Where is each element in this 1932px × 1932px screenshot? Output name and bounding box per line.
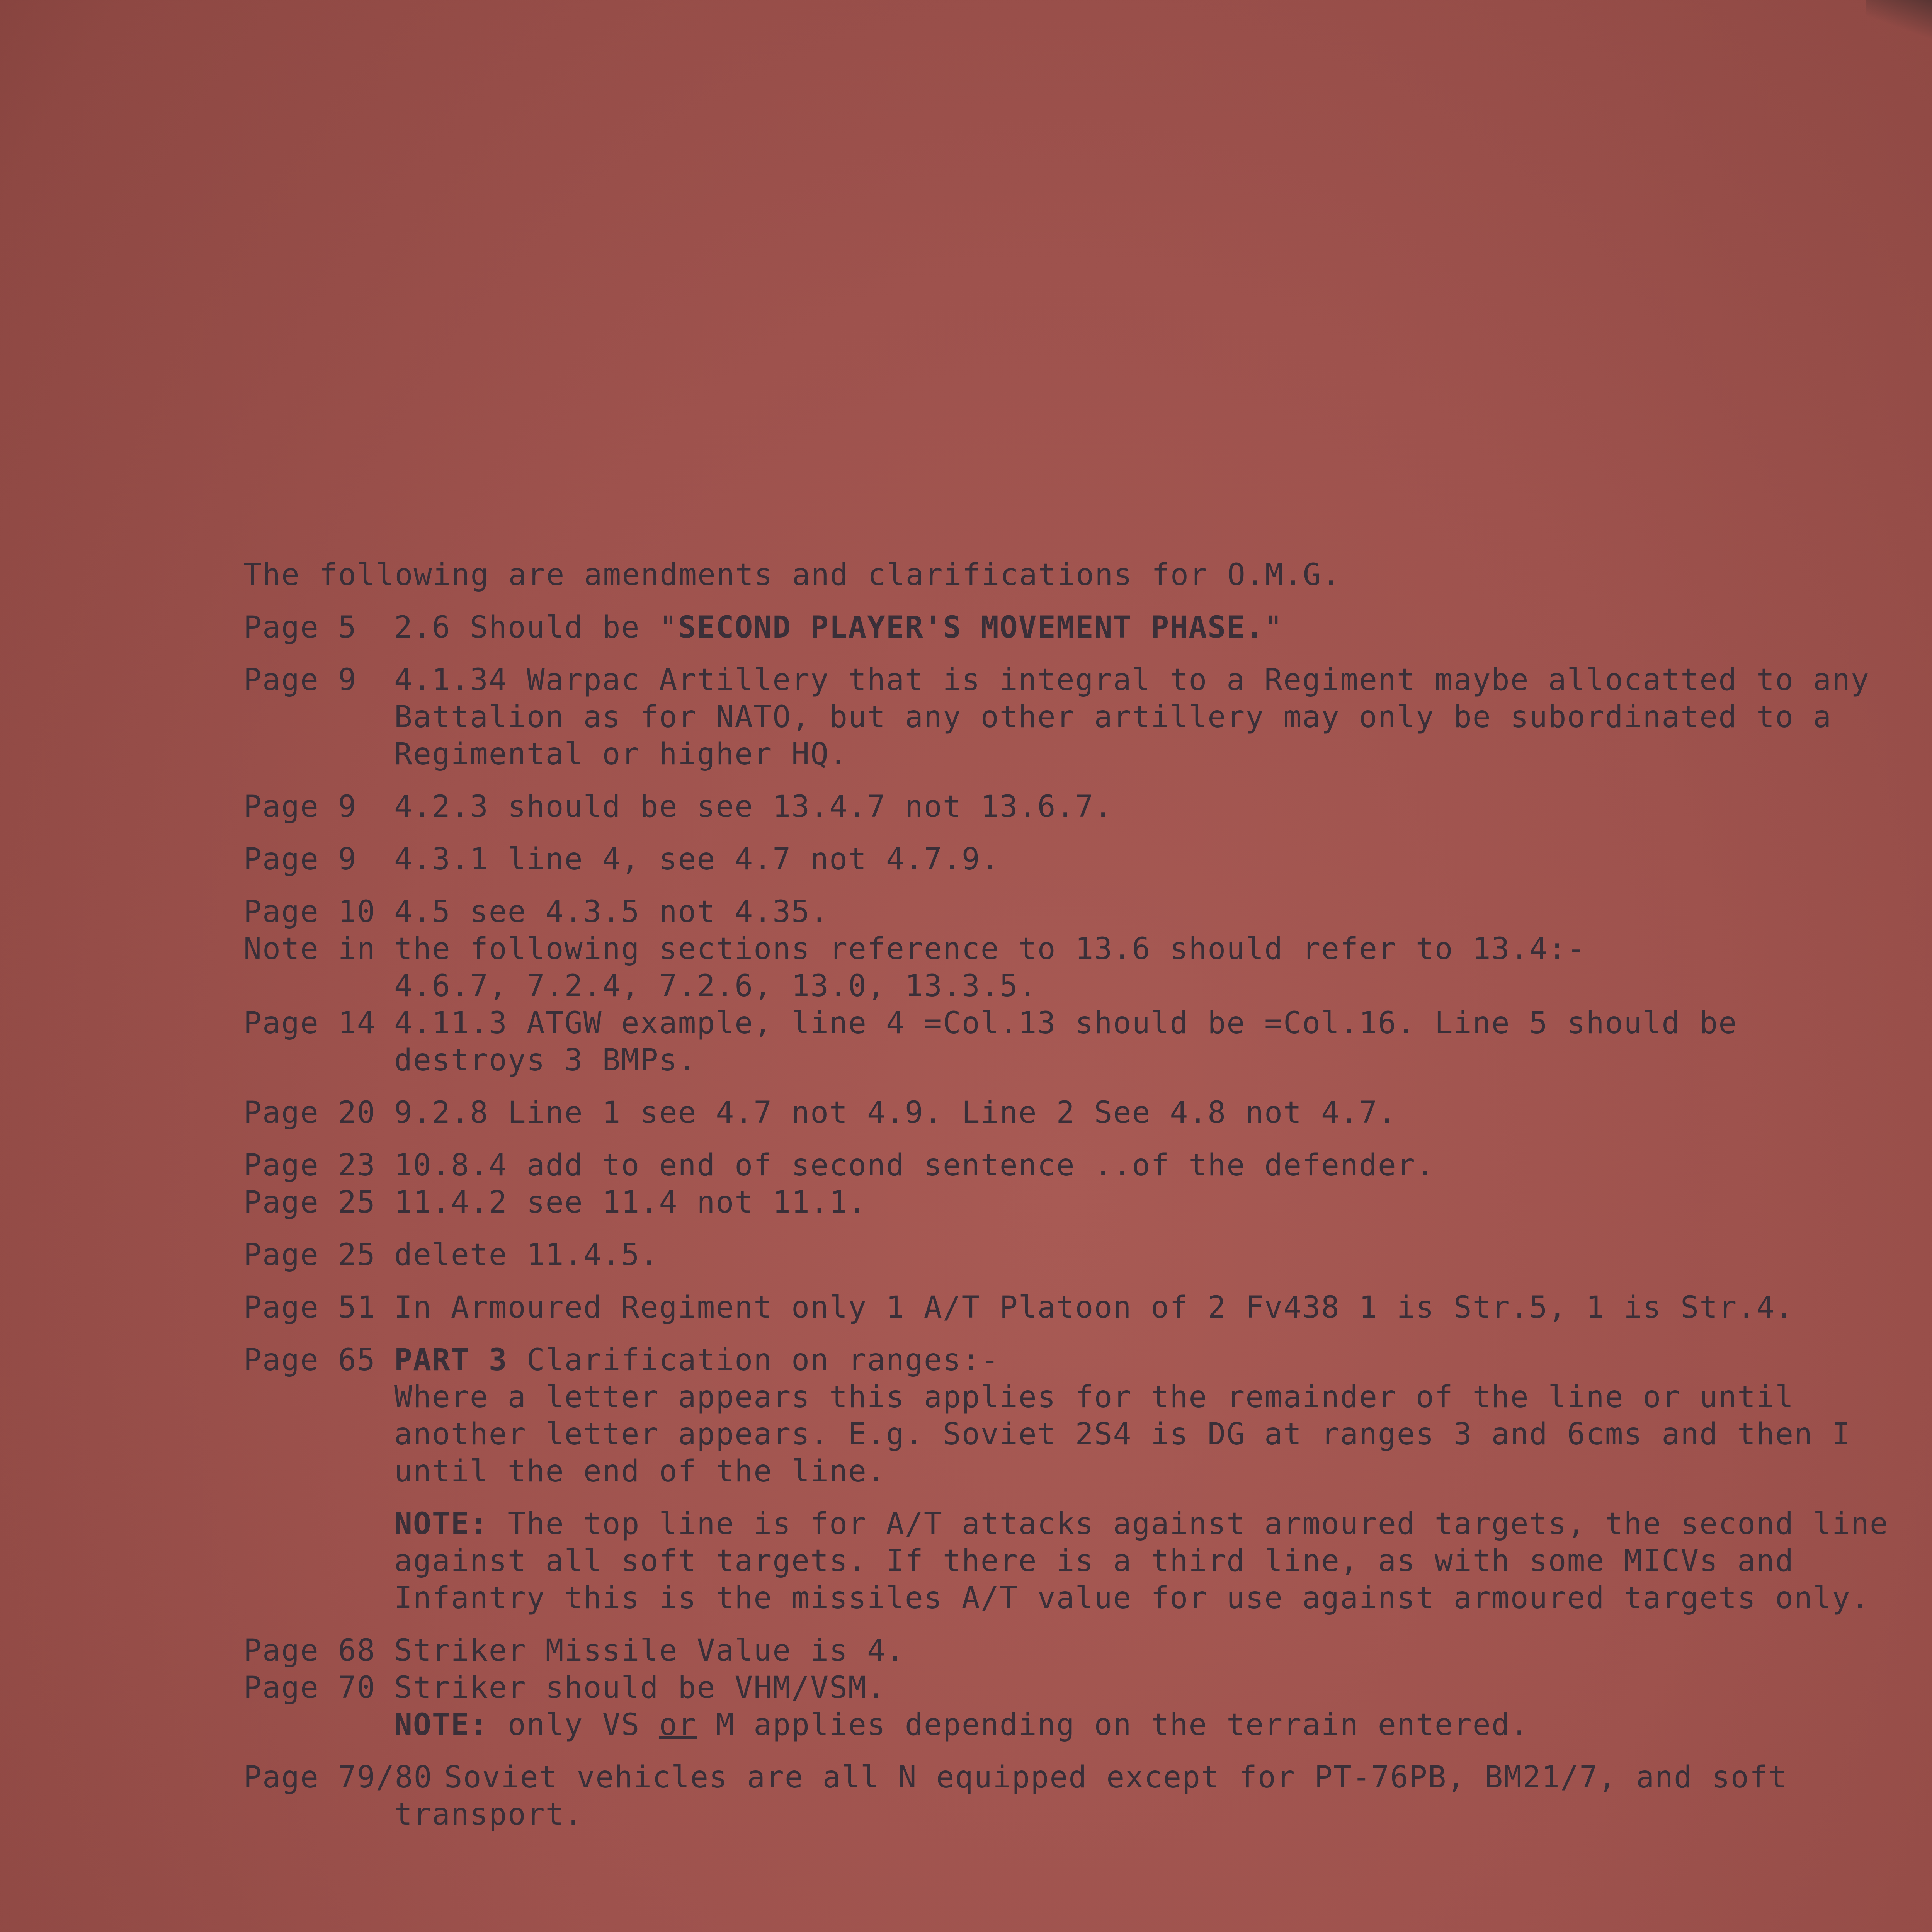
- entry-page-label: Page 20: [243, 1095, 376, 1130]
- entry-text: Striker should be VHM/VSM.: [394, 1670, 886, 1705]
- entry-paragraph: Where a letter appears this applies for the remainder of the line or until another letter appears. E.g. Soviet 2S4 is DG at ranges 3 and 6cms and then I until the end of the line.: [394, 1380, 1851, 1489]
- entry-text: 9.2.8 Line 1 see 4.7 not 4.9. Line 2 See 4.8 not 4.7.: [394, 1095, 1397, 1130]
- entry-text: 11.4.2 see 11.4 not 11.1.: [394, 1185, 867, 1220]
- entry-page-label: Page 25: [243, 1238, 376, 1272]
- note-text: The top line is for A/T attacks against armoured targets, the second line against all soft targets. If there is a third line, as with some MICVs and Infantry this is the missiles A/T value for use against armoured targets only.: [394, 1507, 1889, 1616]
- entry-note-in: [243, 930, 1905, 968]
- entry-text: 4.5 see 4.3.5 not 4.35.: [394, 895, 830, 929]
- entry-page-51: [243, 1289, 1905, 1326]
- note-label: NOTE:: [394, 1708, 489, 1742]
- entry-page-5: [243, 609, 1905, 646]
- entry-note: [243, 1505, 1905, 1617]
- entry-page-label: Page 79/80: [243, 1760, 433, 1795]
- entry-page-label: Page 70: [243, 1670, 376, 1705]
- entry-continuation: 4.6.7, 7.2.4, 7.2.6, 13.0, 13.3.5.: [394, 969, 1037, 1003]
- entry-page-label: Page 10: [243, 895, 376, 929]
- intro-line: The following are amendments and clarifications for O.M.G.: [243, 558, 1341, 592]
- note-label: NOTE:: [394, 1507, 489, 1541]
- entry-page-label: Page 9: [243, 789, 357, 824]
- note-text-pre: only VS: [488, 1708, 659, 1742]
- entry-page-9b: [243, 788, 1905, 825]
- entry-page-label: Page 51: [243, 1290, 376, 1325]
- entry-text-bold: SECOND PLAYER'S MOVEMENT PHASE.: [678, 610, 1265, 645]
- entry-text: 4.2.3 should be see 13.4.7 not 13.6.7.: [394, 789, 1113, 824]
- entry-text: In Armoured Regiment only 1 A/T Platoon of 2 Fv438 1 is Str.5, 1 is Str.4.: [394, 1290, 1794, 1325]
- note-text-underlined: or: [659, 1708, 697, 1742]
- entry-page-label: Page 9: [243, 842, 357, 877]
- entry-note: [243, 1706, 1905, 1743]
- entry-continuation: transport.: [394, 1797, 583, 1832]
- entry-page-79-80: [243, 1759, 1905, 1796]
- entry-text: 4.1.34 Warpac Artillery that is integral to a Regiment maybe allocatted to any Battalion as for NATO, but any other artillery may only be subordinated to a Regimental or higher HQ.: [394, 663, 1870, 772]
- entry-page-label: Page 23: [243, 1148, 376, 1183]
- note-text-post: M applies depending on the terrain entered.: [697, 1708, 1529, 1742]
- entry-page-65: [243, 1342, 1905, 1379]
- amendments-text: [243, 556, 1905, 1833]
- entry-page-9c: [243, 841, 1905, 878]
- entry-page-70: [243, 1669, 1905, 1706]
- entry-page-14: [243, 1005, 1905, 1079]
- entry-page-20: [243, 1094, 1905, 1131]
- entry-text-pre: 2.6 Should be ": [394, 610, 678, 645]
- entry-text-rest: Clarification on ranges:-: [507, 1343, 1000, 1378]
- entry-text-post: ": [1264, 610, 1284, 645]
- entry-page-68: [243, 1632, 1905, 1669]
- entry-page-label: Note in: [243, 932, 376, 966]
- entry-page-label: Page 68: [243, 1633, 376, 1668]
- entry-text: 10.8.4 add to end of second sentence ..of the defender.: [394, 1148, 1435, 1183]
- entry-page-25b: [243, 1236, 1905, 1274]
- part-3-label: PART 3: [394, 1343, 508, 1378]
- entry-text: Soviet vehicles are all N equipped except for PT-76PB, BM21/7, and soft: [444, 1760, 1787, 1795]
- entry-page-9a: [243, 662, 1905, 773]
- entry-page-25a: [243, 1184, 1905, 1221]
- entry-page-23: [243, 1147, 1905, 1184]
- entry-text: 4.3.1 line 4, see 4.7 not 4.7.9.: [394, 842, 1000, 877]
- entry-text: [394, 609, 1905, 646]
- entry-page-label: Page 65: [243, 1343, 376, 1378]
- entry-page-label: Page 9: [243, 663, 357, 697]
- page-corner-shadow: [1866, 0, 1932, 43]
- entry-page-10: [243, 893, 1905, 930]
- entry-page-label: Page 14: [243, 1006, 376, 1041]
- entry-text: the following sections reference to 13.6 should refer to 13.4:-: [394, 932, 1586, 966]
- entry-page-label: Page 5: [243, 610, 357, 645]
- entry-text: 4.11.3 ATGW example, line 4 =Col.13 should be =Col.16. Line 5 should be destroys 3 BMPs.: [394, 1006, 1738, 1078]
- entry-page-label: Page 25: [243, 1185, 376, 1220]
- entry-text: Striker Missile Value is 4.: [394, 1633, 905, 1668]
- entry-text: [394, 1342, 1905, 1379]
- entry-text: delete 11.4.5.: [394, 1238, 659, 1272]
